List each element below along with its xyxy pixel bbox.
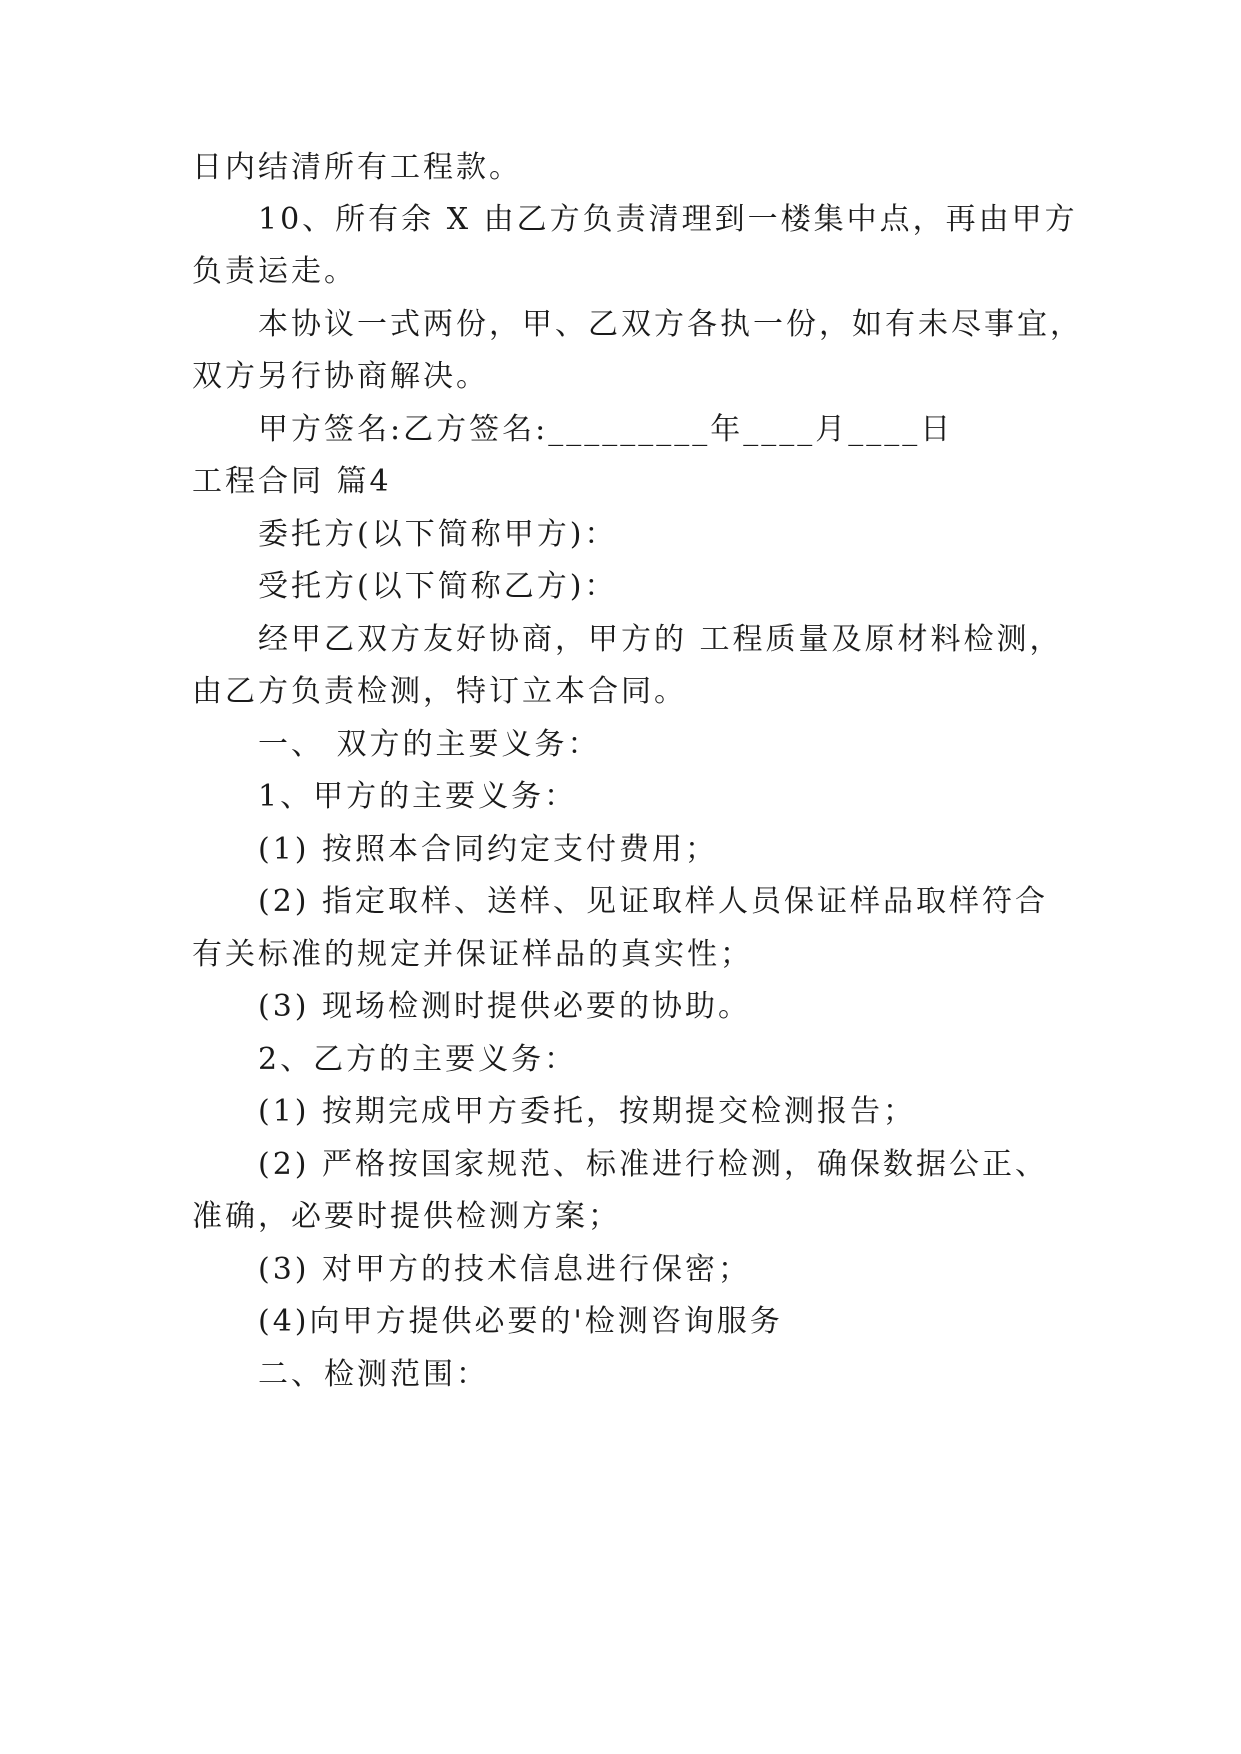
text-line-negotiation-cont: 由乙方负责检测，特订立本合同。 bbox=[192, 674, 687, 709]
text-line-agreement-copies-cont: 双方另行协商解决。 bbox=[192, 359, 489, 394]
section-heading-contract-4: 工程合同 篇4 bbox=[192, 464, 392, 499]
text-line-a-item-3: (3) 现场检测时提供必要的协助。 bbox=[258, 989, 752, 1024]
text-line-client: 委托方(以下简称甲方)： bbox=[258, 517, 618, 552]
text-line-b-item-2-cont: 准确，必要时提供检测方案； bbox=[192, 1199, 621, 1234]
text-line-party-b-obligations: 2、乙方的主要义务： bbox=[258, 1042, 578, 1077]
text-line-b-item-2: (2) 严格按国家规范、标准进行检测，确保数据公正、 bbox=[258, 1147, 1049, 1182]
text-line-main-obligations: 一、 双方的主要义务： bbox=[258, 727, 601, 762]
text-line-b-item-3: (3) 对甲方的技术信息进行保密； bbox=[258, 1252, 752, 1287]
text-line-b-item-4: (4)向甲方提供必要的'检测咨询服务 bbox=[258, 1304, 783, 1339]
text-line-payment-settlement: 日内结清所有工程款。 bbox=[192, 150, 522, 185]
text-line-negotiation: 经甲乙双方友好协商，甲方的 工程质量及原材料检测， bbox=[258, 622, 1063, 657]
signature-line: 甲方签名:乙方签名:_________年____月____日 bbox=[258, 412, 954, 447]
text-line-party-a-obligations: 1、甲方的主要义务： bbox=[258, 779, 578, 814]
text-line-testing-scope: 二、检测范围： bbox=[258, 1357, 489, 1392]
text-line-contractor: 受托方(以下简称乙方)： bbox=[258, 569, 618, 604]
text-line-agreement-copies: 本协议一式两份，甲、乙双方各执一份，如有未尽事宜， bbox=[258, 307, 1083, 342]
text-line-clause-10: 10、所有余 X 由乙方负责清理到一楼集中点，再由甲方 bbox=[258, 202, 1078, 237]
text-line-a-item-2: (2) 指定取样、送样、见证取样人员保证样品取样符合 bbox=[258, 884, 1049, 919]
text-line-a-item-1: (1) 按照本合同约定支付费用； bbox=[258, 832, 719, 867]
text-line-clause-10-cont: 负责运走。 bbox=[192, 254, 357, 289]
text-line-a-item-2-cont: 有关标准的规定并保证样品的真实性； bbox=[192, 937, 753, 972]
text-line-b-item-1: (1) 按期完成甲方委托，按期提交检测报告； bbox=[258, 1094, 917, 1129]
